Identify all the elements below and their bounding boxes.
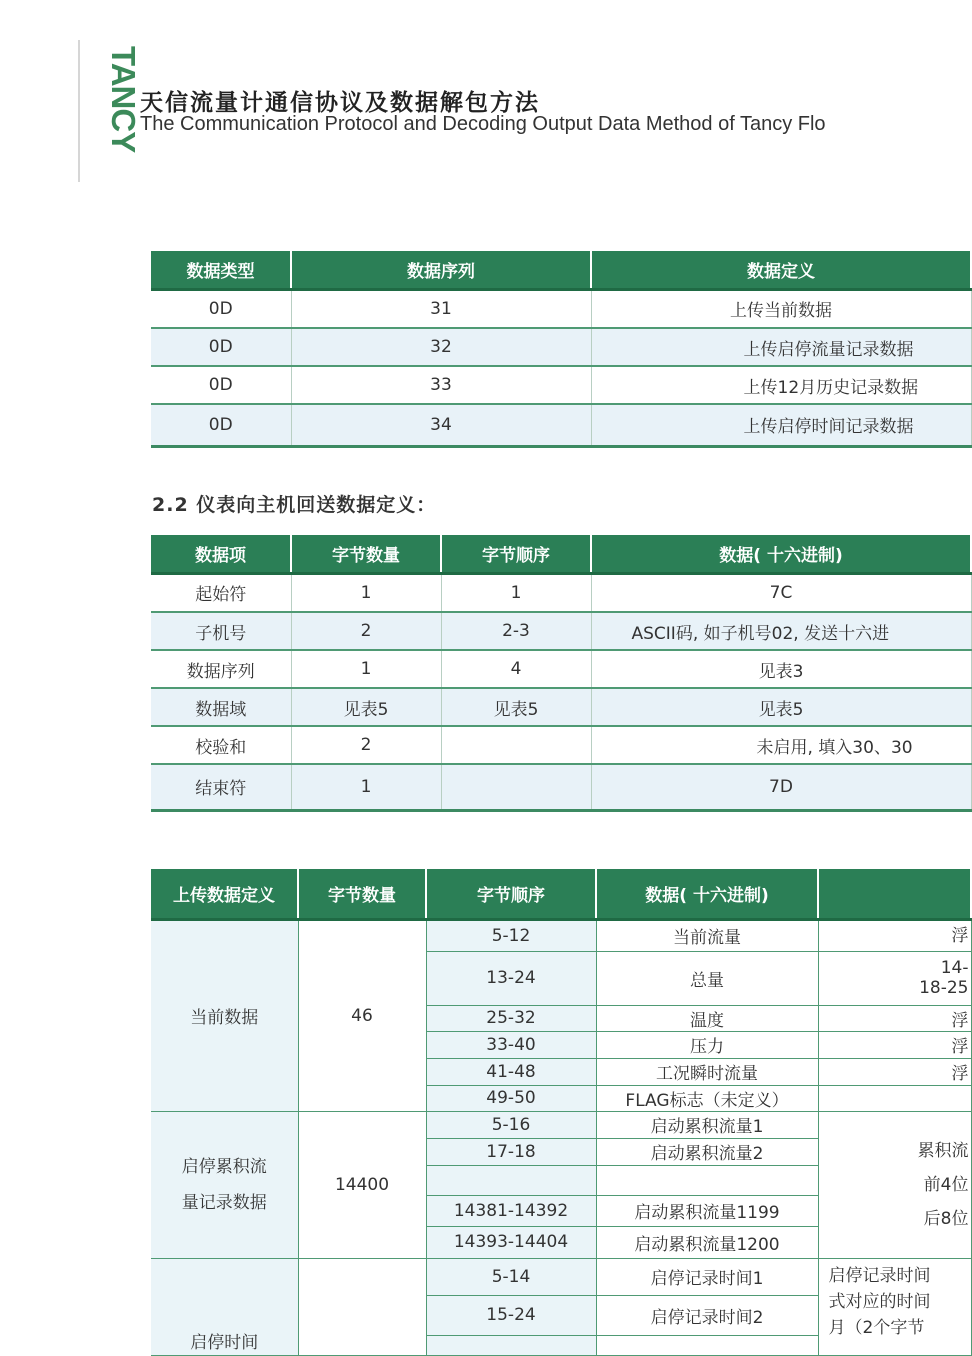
table-cell: 上传启停流量记录数据 [591, 328, 971, 366]
table-cell [441, 764, 591, 810]
note-line: 式对应的时间 [828, 1291, 931, 1312]
table-cell: 启停记录时间1 [596, 1258, 818, 1295]
table-cell: 0D [151, 328, 291, 366]
table-cell [818, 1085, 971, 1111]
note-line: 前4位 [923, 1174, 969, 1195]
data-type-table [151, 251, 972, 448]
table-cell: 未启用, 填入30、30 [591, 726, 971, 764]
note-line: 累积流 [917, 1140, 969, 1161]
table-cell: 32 [291, 328, 591, 366]
header-cell: 字节顺序 [441, 535, 591, 573]
table-cell: 2 [291, 612, 441, 650]
table-cell: 浮 [818, 919, 971, 951]
header-cell: 字节顺序 [426, 869, 596, 919]
table-cell: 起始符 [151, 573, 291, 612]
table-cell: 温度 [596, 1005, 818, 1031]
note-cell [818, 1111, 971, 1258]
table-cell: 启动累积流量1 [596, 1111, 818, 1138]
group-label: 当前数据 [151, 919, 298, 1111]
table-cell: 见表3 [591, 650, 971, 688]
header-divider [78, 40, 80, 182]
header-cell: 上传数据定义 [151, 869, 298, 919]
note-line: 后8位 [923, 1208, 969, 1229]
table-cell: 浮 [818, 1031, 971, 1058]
table-cell: 34 [291, 404, 591, 446]
header-cell: 数据项 [151, 535, 291, 573]
table-cell: 上传12月历史记录数据 [591, 366, 971, 404]
header-cell: 数据( 十六进制) [596, 869, 818, 919]
header-cell [818, 869, 971, 919]
table-cell: 25-32 [426, 1005, 596, 1031]
upload-data-table [151, 869, 972, 1356]
header-cell: 字节数量 [291, 535, 441, 573]
group-label-line: 启停累积流 [181, 1156, 267, 1177]
header-cell: 数据( 十六进制) [591, 535, 971, 573]
table-cell: 5-12 [426, 919, 596, 951]
table-cell: 子机号 [151, 612, 291, 650]
response-frame-table [151, 535, 972, 812]
table-cell: 0D [151, 404, 291, 446]
table-cell: 启动累积流量2 [596, 1138, 818, 1165]
table-cell: 见表5 [291, 688, 441, 726]
note-line: 启停记录时间 [828, 1265, 931, 1286]
table-cell: 1 [291, 764, 441, 810]
table-cell: 当前流量 [596, 919, 818, 951]
table-cell: 总量 [596, 951, 818, 1005]
table-cell: 1 [441, 573, 591, 612]
table-cell: 校验和 [151, 726, 291, 764]
group-label [151, 1111, 298, 1258]
document-title-en: The Communication Protocol and Decoding Output Data Method of Tancy Flo [140, 113, 826, 135]
table-cell: 上传当前数据 [591, 289, 971, 328]
table-cell: 17-18 [426, 1138, 596, 1165]
table-cell: 7C [591, 573, 971, 612]
document-title-cn: 天信流量计通信协议及数据解包方法 [140, 90, 540, 116]
table-cell: 7D [591, 764, 971, 810]
byte-count: 14400 [298, 1111, 426, 1258]
section-heading: 2.2 仪表向主机回送数据定义： [152, 494, 437, 516]
table-cell: 0D [151, 289, 291, 328]
table-cell: 浮 [818, 1058, 971, 1085]
table-cell: 14- 18-25 [818, 951, 971, 1005]
table-cell: 13-24 [426, 951, 596, 1005]
table-cell: 33 [291, 366, 591, 404]
byte-count [298, 1258, 426, 1355]
group-label: 启停时间 [151, 1258, 298, 1355]
table-cell: 49-50 [426, 1085, 596, 1111]
byte-count: 46 [298, 919, 426, 1111]
table-cell: 4 [441, 650, 591, 688]
table-cell: 5-16 [426, 1111, 596, 1138]
table-cell: 工况瞬时流量 [596, 1058, 818, 1085]
table-cell: 33-40 [426, 1031, 596, 1058]
table-cell: 14381-14392 [426, 1195, 596, 1226]
table-cell: 压力 [596, 1031, 818, 1058]
table-cell: 5-14 [426, 1258, 596, 1295]
table-cell: 结束符 [151, 764, 291, 810]
table-cell: 41-48 [426, 1058, 596, 1085]
table-cell: 2 [291, 726, 441, 764]
table-cell: 31 [291, 289, 591, 328]
group-label-line: 量记录数据 [181, 1192, 267, 1213]
table-cell [426, 1335, 596, 1355]
table-cell: 上传启停时间记录数据 [591, 404, 971, 446]
table-cell: 启动累积流量1200 [596, 1226, 818, 1258]
note-cell [818, 1258, 971, 1355]
header-cell: 字节数量 [298, 869, 426, 919]
table-cell: FLAG标志（未定义） [596, 1085, 818, 1111]
table-cell: 0D [151, 366, 291, 404]
table-cell: 14393-14404 [426, 1226, 596, 1258]
note-line: 月（2个字节 [828, 1317, 925, 1338]
table-cell: 数据序列 [151, 650, 291, 688]
header-cell: 数据类型 [151, 251, 291, 289]
header-cell: 数据定义 [591, 251, 971, 289]
table-cell: 2-3 [441, 612, 591, 650]
table-cell: 数据域 [151, 688, 291, 726]
table-cell: ASCII码, 如子机号02, 发送十六进 [591, 612, 971, 650]
svg-text:TANCY: TANCY [105, 46, 142, 153]
table-cell: 浮 [818, 1005, 971, 1031]
table-cell [596, 1335, 818, 1355]
table-cell: 见表5 [441, 688, 591, 726]
table-cell [596, 1165, 818, 1195]
table-cell [441, 726, 591, 764]
table-cell: 1 [291, 650, 441, 688]
header-cell: 数据序列 [291, 251, 591, 289]
table-cell: 1 [291, 573, 441, 612]
table-cell: 15-24 [426, 1295, 596, 1335]
tancy-logo [82, 42, 142, 172]
table-cell: 启停记录时间2 [596, 1295, 818, 1335]
table-cell: 启动累积流量1199 [596, 1195, 818, 1226]
table-cell [426, 1165, 596, 1195]
table-cell: 见表5 [591, 688, 971, 726]
